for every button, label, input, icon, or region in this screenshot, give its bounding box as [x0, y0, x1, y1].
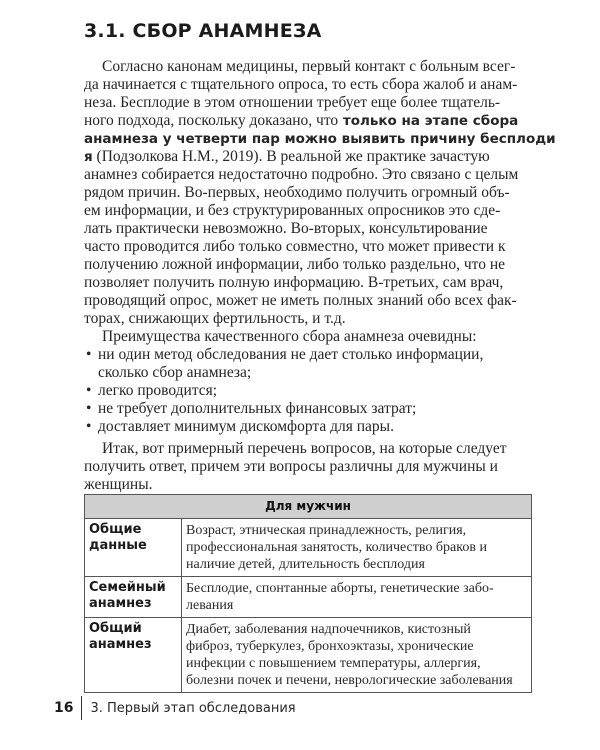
- text-line: анамнез собирается недостаточно подробно. Это связано с целым: [84, 166, 519, 183]
- text-line: лать практически невозможно. Во-вторых, консультирование: [84, 220, 488, 237]
- text-line: наличие детей, длительность бесплодия: [186, 557, 425, 572]
- table-row: [85, 577, 532, 618]
- advantages-list: [84, 346, 532, 436]
- paragraph-advantages: [84, 328, 532, 346]
- footer-divider: [81, 696, 82, 720]
- text-line: Общий: [89, 621, 142, 636]
- bold-fragment: я: [84, 149, 93, 165]
- text-line: Согласно канонам медицины, первый контакт с больным всег-: [102, 58, 516, 75]
- text-line: часто проводится либо только совместно, что может привести к: [84, 238, 506, 255]
- text-line: фиброз, туберкулез, бронхоэктазы, хронические: [186, 639, 474, 654]
- text-line: рядом причин. Во-первых, необходимо получить огромный объ-: [84, 184, 510, 201]
- row-heading: [85, 577, 182, 618]
- anamnesis-table-wrap: [84, 494, 532, 693]
- text-line: неза. Бесплодие в этом отношении требует еще более тщатель-: [84, 94, 501, 111]
- text-line: Преимущества качественного сбора анамнеза очевидны:: [102, 328, 477, 345]
- text-line: получить ответ, причем эти вопросы различны для мужчины и: [84, 458, 498, 475]
- list-item: [84, 418, 532, 436]
- text-line: Итак, вот примерный перечень вопросов, на которые следует: [102, 440, 507, 457]
- table-header-row: [85, 495, 532, 519]
- text-line: • доставляет минимум дискомфорта для пары.: [98, 418, 394, 435]
- body-text: [84, 58, 556, 494]
- text-line: Возраст, этническая принадлежность, религия,: [186, 523, 467, 538]
- row-content: [182, 519, 532, 577]
- text-line: Семейный: [89, 580, 166, 595]
- text-line: ем информации, и без структурированных опросников это сде-: [84, 202, 501, 219]
- list-item: [84, 382, 532, 400]
- text-line: [84, 112, 532, 130]
- text-line: проводящий опрос, может не иметь полных знаний обо всех фак-: [84, 292, 517, 309]
- page-number: 16: [54, 700, 74, 716]
- text-fragment: ного подхода, поскольку доказано, что: [84, 112, 339, 129]
- list-item: [84, 346, 532, 382]
- text-line: да начинается с тщательного опроса, то есть сбора жалоб и анам-: [84, 76, 518, 93]
- row-content: [182, 618, 532, 693]
- bold-fragment: анамнеза у четверти пар можно выявить причину бесплоди: [84, 131, 556, 147]
- section-title: 3.1. СБОР АНАМНЕЗА: [84, 20, 322, 42]
- row-heading: [85, 519, 182, 577]
- chapter-title: 3. Первый этап обследования: [90, 700, 296, 716]
- paragraph-questions: [84, 440, 532, 494]
- text-fragment: (Подзолкова Н.М., 2019). В реальной же практике зачастую: [92, 148, 490, 165]
- table-row: [85, 618, 532, 693]
- text-line: анамнез: [89, 637, 152, 652]
- text-line: сколько сбор анамнеза;: [98, 364, 252, 381]
- row-content: [182, 577, 532, 618]
- list-item: [84, 400, 532, 418]
- text-line: Диабет, заболевания надпочечников, кистозный: [186, 622, 471, 637]
- table-header: Для мужчин: [85, 495, 532, 519]
- text-line: торах, снижающих фертильность, и т.д.: [84, 310, 346, 327]
- text-line: • ни один метод обследования не дает столько информации,: [98, 346, 484, 363]
- text-line: анамнез: [89, 596, 152, 611]
- bold-fragment: только на этапе сбора: [338, 113, 519, 129]
- text-line: • легко проводится;: [98, 382, 218, 399]
- text-line: • не требует дополнительных финансовых затрат;: [98, 400, 417, 417]
- text-line: профессиональная занятость, количество браков и: [186, 540, 487, 555]
- row-heading: [85, 618, 182, 693]
- text-line: получению ложной информации, либо только раздельно, что не: [84, 256, 506, 273]
- anamnesis-table: [84, 494, 532, 693]
- text-line: [84, 148, 532, 166]
- text-line: [84, 130, 556, 148]
- text-line: данные: [89, 538, 147, 553]
- text-line: Бесплодие, спонтанные аборты, генетические забо-: [186, 581, 494, 596]
- text-line: болезни почек и печени, неврологические заболевания: [186, 673, 513, 688]
- table-row: [85, 519, 532, 577]
- text-line: Общие: [89, 522, 142, 537]
- text-line: позволяет получить полную информацию. В-третьих, сам врач,: [84, 274, 504, 291]
- paragraph-intro: [84, 58, 556, 328]
- text-line: инфекции с повышением температуры, аллергия,: [186, 656, 481, 671]
- text-line: левания: [186, 598, 234, 613]
- text-line: женщины.: [84, 476, 153, 493]
- page-footer: [54, 696, 296, 720]
